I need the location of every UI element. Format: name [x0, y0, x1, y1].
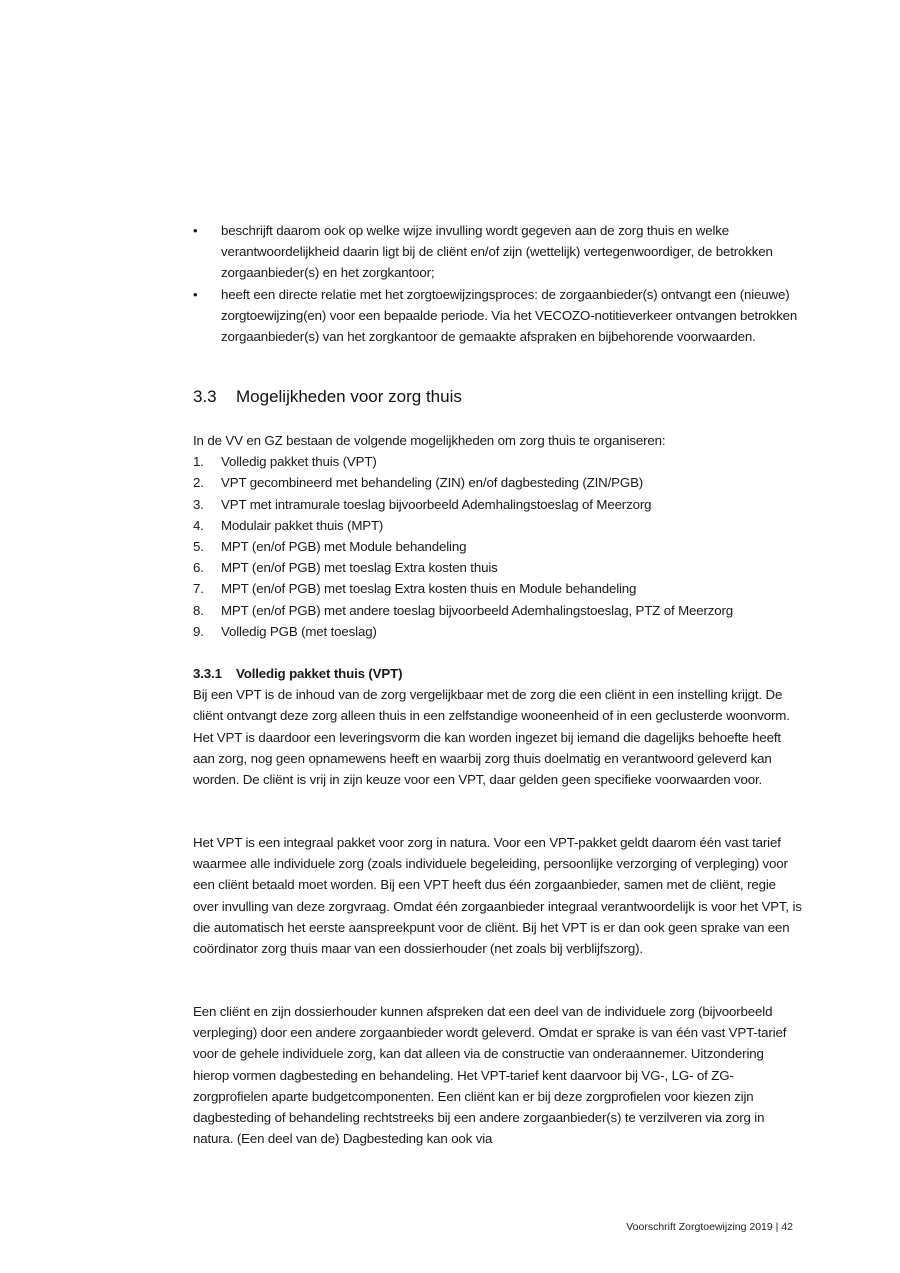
section-number: 3.3	[193, 387, 217, 406]
list-item	[193, 515, 803, 536]
paragraph: Het VPT is een integraal pakket voor zorg in natura. Voor een VPT-pakket geldt daarom één vast tarief waarmee alle individuele zorg (zoals individuele begeleiding, persoonlijke verzorging of verpleging) voor een cliënt betaald moet worden. Bij een VPT heeft dus één zorgaanbieder, samen met de cliënt, regie over invulling van deze zorgvraag. Omdat één zorgaanbieder integraal verantwoordelijk is voor het VPT, is die automatisch het eerste aanspreekpunt voor de cliënt. Bij het VPT is er dan ook geen sprake van een coördinator zorg thuis maar van een dossierhouder (net zoals bij verblijfszorg).	[193, 835, 802, 957]
list-item	[193, 451, 803, 472]
section-title: Mogelijkheden voor zorg thuis	[236, 387, 462, 406]
section-intro-block	[193, 430, 803, 642]
list-text: Volledig pakket thuis (VPT)	[221, 454, 377, 470]
bullet-item	[193, 284, 803, 348]
bullet-text: heeft een directe relatie met het zorgtoewijzingsproces: de zorgaanbieder(s) ontvangt een (nieuwe) zorgtoewijzing(en) voor een bepaalde periode. Via het VECOZO-notitieverkeer ontvangen betrokken zorgaanbieder(s) van het zorgkantoor de gemaakte afspraken en bijbehorende voorwaarden.	[221, 286, 798, 345]
footer-doc-title: Voorschrift Zorgtoewijzing 2019	[626, 1221, 773, 1233]
list-text: Modulair pakket thuis (MPT)	[221, 517, 384, 533]
section-intro: In de VV en GZ bestaan de volgende mogelijkheden om zorg thuis te organiseren:	[193, 433, 666, 448]
list-item	[193, 472, 803, 493]
list-text: MPT (en/of PGB) met toeslag Extra kosten thuis	[221, 560, 498, 576]
list-text: Volledig PGB (met toeslag)	[221, 623, 377, 639]
list-item	[193, 494, 803, 515]
list-number: 3.	[193, 496, 204, 512]
list-number: 1.	[193, 454, 204, 470]
bullet-item	[193, 220, 803, 284]
list-number: 7.	[193, 581, 204, 597]
paragraph: Bij een VPT is de inhoud van de zorg vergelijkbaar met de zorg die een cliënt in een instelling krijgt. De cliënt ontvangt deze zorg alleen thuis in een zelfstandige wooneenheid of in een geclusterde woonvorm. Het VPT is daardoor een leveringsvorm die kan worden ingezet bij iemand die dagelijks behoefte heeft aan zorg, nog geen opnamewens heeft en waarbij zorg thuis doelmatig en verantwoord geleverd kan worden. De cliënt is vrij in zijn keuze voor een VPT, daar gelden geen specifieke voorwaarden voor.	[193, 687, 790, 788]
list-text: VPT gecombineerd met behandeling (ZIN) en/of dagbesteding (ZIN/PGB)	[221, 475, 644, 491]
list-text: MPT (en/of PGB) met toeslag Extra kosten thuis en Module behandeling	[221, 581, 637, 597]
subsection-block	[193, 663, 803, 790]
list-number: 2.	[193, 475, 204, 491]
list-text: MPT (en/of PGB) met andere toeslag bijvoorbeeld Ademhalingstoeslag, PTZ of Meerzorg	[221, 602, 734, 618]
list-item	[193, 557, 803, 578]
list-number: 9.	[193, 623, 204, 639]
list-number: 5.	[193, 539, 204, 555]
page-footer	[626, 1221, 793, 1233]
list-item	[193, 621, 803, 642]
bullet-text: beschrijft daarom ook op welke wijze invulling wordt gegeven aan de zorg thuis en welke verantwoordelijkheid daarin ligt bij de cliënt en/of zijn (wettelijk) vertegenwoordiger, de betrokken zorgaanbieder(s) en het zorgkantoor;	[221, 223, 773, 281]
bullet-list	[193, 220, 803, 347]
paragraph: Een cliënt en zijn dossierhouder kunnen afspreken dat een deel van de individuele zorg (bijvoorbeeld verpleging) door een andere zorgaanbieder wordt geleverd. Omdat er sprake is van één vast VPT-tarief voor de gehele individuele zorg, kan dat alleen via de constructie van onderaannemer. Uitzondering hierop vormen dagbesteding en behandeling. Het VPT-tarief kent daarvoor bij VG-, LG- of ZG-zorgprofielen aparte budgetcomponenten. Een cliënt kan er bij deze zorgprofielen voor kiezen zijn dagbesteding of behandeling rechtstreeks bij een andere zorgaanbieder(s) te verzilveren via zorg in natura. (Een deel van de) Dagbesteding kan ook via	[193, 1004, 787, 1147]
list-number: 4.	[193, 517, 204, 533]
subsection-number: 3.3.1	[193, 666, 222, 681]
bullet-icon: •	[193, 286, 198, 302]
subsection-heading	[193, 663, 803, 684]
list-item	[193, 578, 803, 599]
list-item	[193, 536, 803, 557]
bullet-icon: •	[193, 223, 198, 238]
subsection-title: Volledig pakket thuis (VPT)	[236, 666, 403, 681]
list-text: MPT (en/of PGB) met Module behandeling	[221, 539, 467, 555]
list-number: 8.	[193, 602, 204, 618]
section-heading	[193, 387, 462, 407]
page-number: 42	[781, 1221, 793, 1233]
list-item	[193, 600, 803, 621]
list-text: VPT met intramurale toeslag bijvoorbeeld Ademhalingstoeslag of Meerzorg	[221, 496, 652, 512]
options-list	[193, 451, 803, 642]
footer-separator: |	[775, 1221, 779, 1233]
list-number: 6.	[193, 560, 204, 576]
